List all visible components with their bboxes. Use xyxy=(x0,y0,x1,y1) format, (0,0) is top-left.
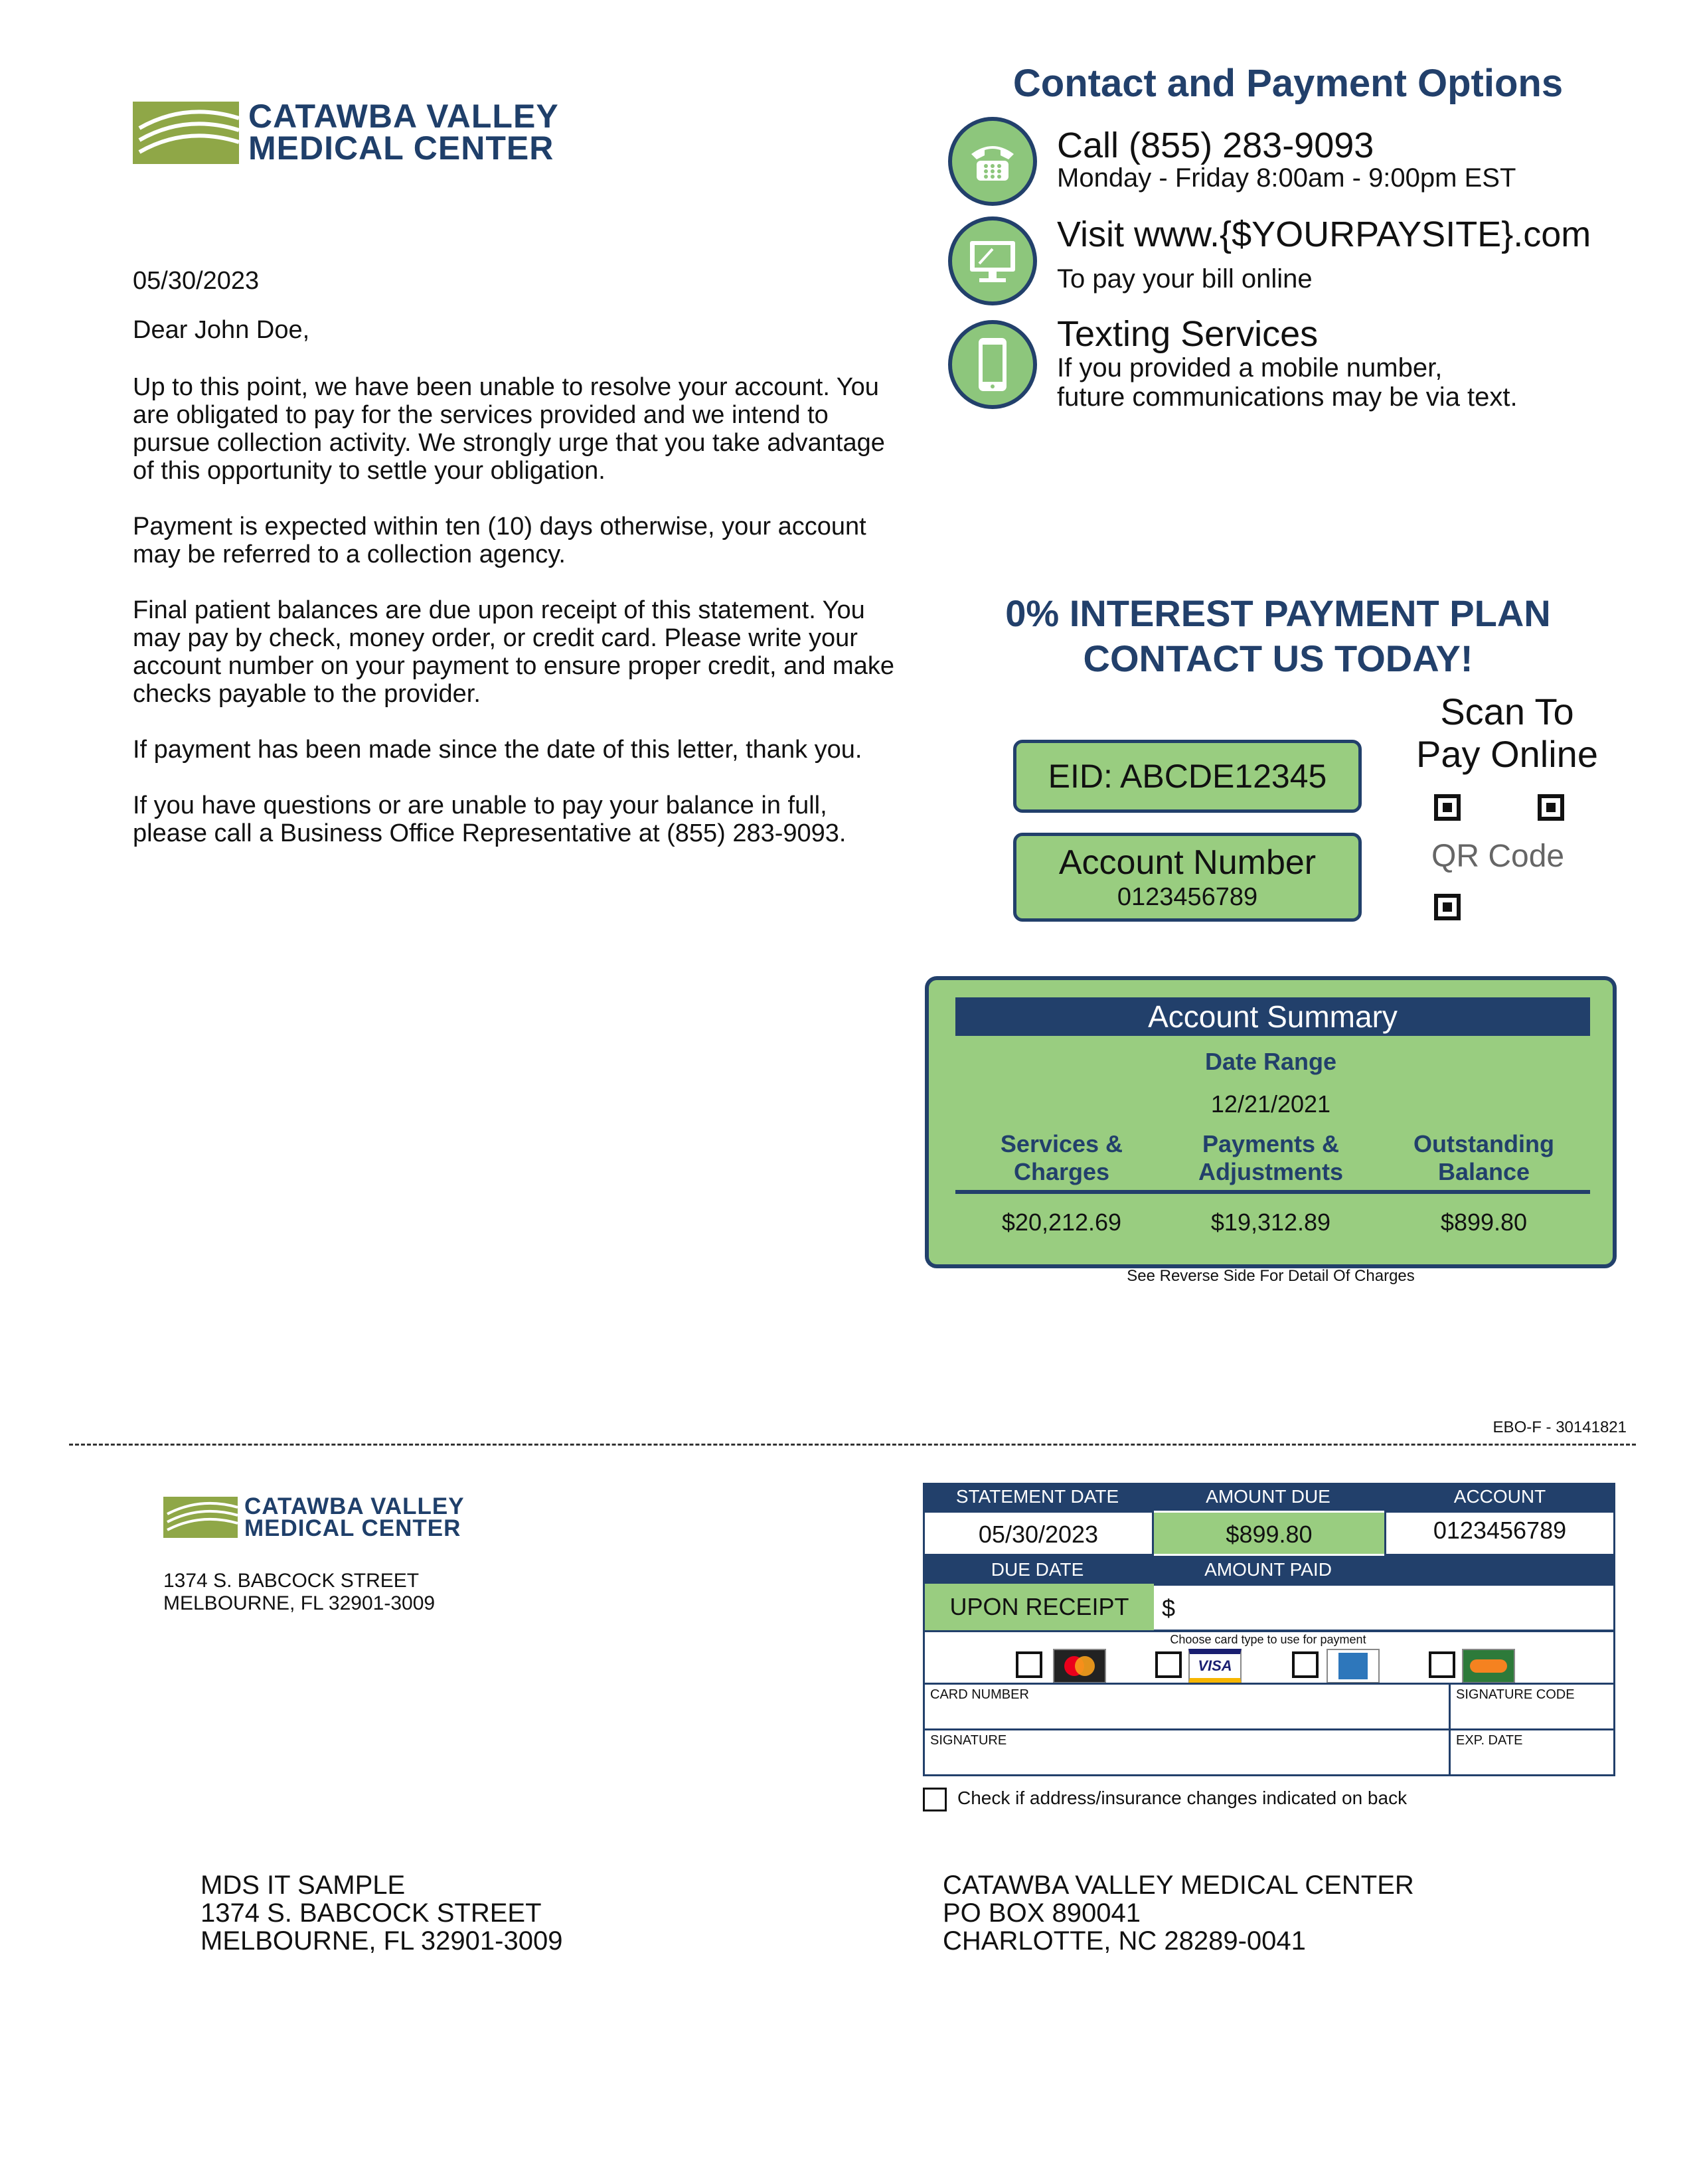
discover-checkbox[interactable] xyxy=(1429,1651,1455,1678)
account-value: 0123456789 xyxy=(1384,1511,1615,1556)
mail-to-line-3: MELBOURNE, FL 32901-3009 xyxy=(201,1926,563,1956)
services-label-line-2: Charges xyxy=(1013,1158,1110,1185)
visa-label: VISA xyxy=(1198,1657,1232,1674)
due-date-value: UPON RECEIPT xyxy=(923,1584,1154,1630)
payments-adjustments-label xyxy=(1165,1130,1377,1186)
eid-value: EID: ABCDE12345 xyxy=(1048,758,1327,795)
card-number-label: CARD NUMBER xyxy=(930,1687,1029,1702)
payments-label-line-1: Payments & xyxy=(1202,1130,1340,1157)
mail-to-line-2: 1374 S. BABCOCK STREET xyxy=(201,1898,542,1928)
signature-field[interactable] xyxy=(923,1728,1451,1776)
form-code: EBO-F - 30141821 xyxy=(1492,1418,1627,1436)
eid-box xyxy=(1013,740,1362,813)
amount-paid-label: AMOUNT PAID xyxy=(1204,1559,1332,1580)
mobile-phone-icon xyxy=(948,320,1037,409)
texting-sub-1: If you provided a mobile number, xyxy=(1057,353,1443,382)
summary-title: Account Summary xyxy=(955,997,1590,1036)
remit-from-city: MELBOURNE, FL 32901-3009 xyxy=(163,1592,436,1614)
tear-line xyxy=(69,1444,1636,1446)
remit-to-line-1: CATAWBA VALLEY MEDICAL CENTER xyxy=(943,1871,1414,1900)
account-number-box xyxy=(1013,833,1362,922)
promo-line-2: CONTACT US TODAY! xyxy=(1083,637,1473,679)
account-label: ACCOUNT xyxy=(1453,1486,1546,1507)
letter-paragraph-3: Final patient balances are due upon receipt of this statement. You may pay by check, money order, or credit card. Please write your account number on your payment to ensure proper credit, and make checks payable to the provider. xyxy=(133,596,894,708)
letter-date: 05/30/2023 xyxy=(133,267,260,295)
promo-line-1: 0% INTEREST PAYMENT PLAN xyxy=(1005,592,1551,634)
statement-date-value: 05/30/2023 xyxy=(923,1511,1154,1556)
qr-code-placeholder[interactable]: QR Code xyxy=(1431,839,1565,874)
services-charges-label xyxy=(955,1130,1168,1186)
remit-from-street: 1374 S. BABCOCK STREET xyxy=(163,1570,420,1592)
outstanding-balance-label xyxy=(1378,1130,1590,1186)
outstanding-label-line-1: Outstanding xyxy=(1413,1130,1554,1157)
discover-logo-icon xyxy=(1462,1649,1515,1683)
amount-paid-field[interactable] xyxy=(1154,1584,1615,1632)
letter-paragraph-5: If you have questions or are unable to pay your balance in full, please call a Business Office Representative at (855) 283-9093. xyxy=(133,792,846,847)
letter-greeting: Dear John Doe, xyxy=(133,316,310,344)
payment-plan-promo xyxy=(929,591,1627,681)
qr-heading-line-2: Pay Online xyxy=(1416,733,1598,775)
outstanding-balance-value: $899.80 xyxy=(1440,1209,1528,1236)
account-number-label: Account Number xyxy=(1058,843,1317,882)
letter-body xyxy=(133,267,903,875)
payments-adjustments-value: $19,312.89 xyxy=(1210,1209,1331,1236)
statement-date-label: STATEMENT DATE xyxy=(955,1486,1119,1507)
outstanding-label-line-2: Balance xyxy=(1437,1158,1530,1185)
brand-logo xyxy=(133,98,559,167)
amex-checkbox[interactable] xyxy=(1292,1651,1319,1678)
mastercard-checkbox[interactable] xyxy=(1016,1651,1042,1678)
exp-date-field[interactable] xyxy=(1449,1728,1615,1776)
qr-corner-top-right xyxy=(1538,794,1564,821)
logo-mark-icon xyxy=(133,102,239,164)
services-charges-value: $20,212.69 xyxy=(1001,1209,1122,1236)
remit-from-address xyxy=(163,1570,435,1615)
qr-heading xyxy=(1381,691,1633,776)
qr-heading-line-1: Scan To xyxy=(1440,691,1574,732)
address-change-label: Check if address/insurance changes indicated on back xyxy=(957,1788,1408,1808)
visa-checkbox[interactable] xyxy=(1155,1651,1182,1678)
summary-divider xyxy=(955,1190,1590,1194)
exp-date-label: EXP. DATE xyxy=(1456,1733,1523,1748)
mastercard-logo-icon xyxy=(1053,1649,1106,1683)
call-number[interactable]: Call (855) 283-9093 xyxy=(1057,126,1374,165)
brand-line-1: CATAWBA VALLEY xyxy=(248,98,559,135)
due-date-label: DUE DATE xyxy=(991,1559,1084,1580)
payment-coupon xyxy=(923,1483,1615,1788)
qr-corner-top-left xyxy=(1434,794,1461,821)
remit-brand-line-1: CATAWBA VALLEY xyxy=(244,1493,465,1519)
letter-paragraph-2: Payment is expected within ten (10) days otherwise, your account may be referred to a collection agency. xyxy=(133,513,866,568)
brand-line-2: MEDICAL CENTER xyxy=(248,129,554,167)
amount-due-value: $899.80 xyxy=(1154,1513,1384,1554)
amount-paid-value: $ xyxy=(1162,1594,1176,1622)
signature-code-label: SIGNATURE CODE xyxy=(1456,1687,1575,1702)
letter-paragraph-1: Up to this point, we have been unable to resolve your account. You are obligated to pay for the services provided and we intend to pursue collection activity. We strongly urge that you take advantage of this opportunity to settle your obligation. xyxy=(133,373,885,485)
texting-sub-2: future communications may be via text. xyxy=(1057,382,1518,412)
pay-site[interactable]: Visit www.{$YOURPAYSITE}.com xyxy=(1057,214,1591,254)
call-hours: Monday - Friday 8:00am - 9:00pm EST xyxy=(1057,163,1516,193)
account-summary xyxy=(925,976,1617,1268)
visa-logo-icon xyxy=(1188,1649,1242,1683)
amex-logo-icon xyxy=(1327,1649,1380,1683)
remit-brand-line-2: MEDICAL CENTER xyxy=(244,1515,461,1542)
date-range-label: Date Range xyxy=(1204,1048,1337,1075)
address-change-checkbox[interactable] xyxy=(923,1788,947,1811)
remit-logo-mark-icon xyxy=(163,1497,238,1538)
remit-to-line-2: PO BOX 890041 xyxy=(943,1898,1141,1928)
qr-corner-bottom-left xyxy=(1434,894,1461,920)
mail-to-address xyxy=(201,1871,562,1955)
remit-to-line-3: CHARLOTTE, NC 28289-0041 xyxy=(943,1926,1306,1956)
pay-site-sub: To pay your bill online xyxy=(1057,264,1313,294)
summary-note: See Reverse Side For Detail Of Charges xyxy=(1127,1267,1415,1285)
card-type-prompt: Choose card type to use for payment xyxy=(1170,1633,1366,1646)
signature-code-field[interactable] xyxy=(1449,1683,1615,1730)
amount-due-label: AMOUNT DUE xyxy=(1206,1486,1330,1507)
signature-label: SIGNATURE xyxy=(930,1733,1007,1748)
account-number-value: 0123456789 xyxy=(1117,883,1258,911)
payments-label-line-2: Adjustments xyxy=(1198,1158,1344,1185)
letter-paragraph-4: If payment has been made since the date of this letter, thank you. xyxy=(133,736,862,764)
texting-title: Texting Services xyxy=(1057,314,1319,354)
mail-to-line-1: MDS IT SAMPLE xyxy=(201,1871,406,1900)
card-number-field[interactable] xyxy=(923,1683,1451,1730)
services-label-line-1: Services & xyxy=(1000,1130,1123,1157)
remit-brand-logo xyxy=(163,1495,465,1540)
monitor-icon xyxy=(948,216,1037,305)
remit-to-address xyxy=(943,1871,1414,1955)
date-range-value: 12/21/2021 xyxy=(1210,1090,1331,1118)
phone-icon xyxy=(948,117,1037,206)
contact-title: Contact and Payment Options xyxy=(1012,62,1564,105)
